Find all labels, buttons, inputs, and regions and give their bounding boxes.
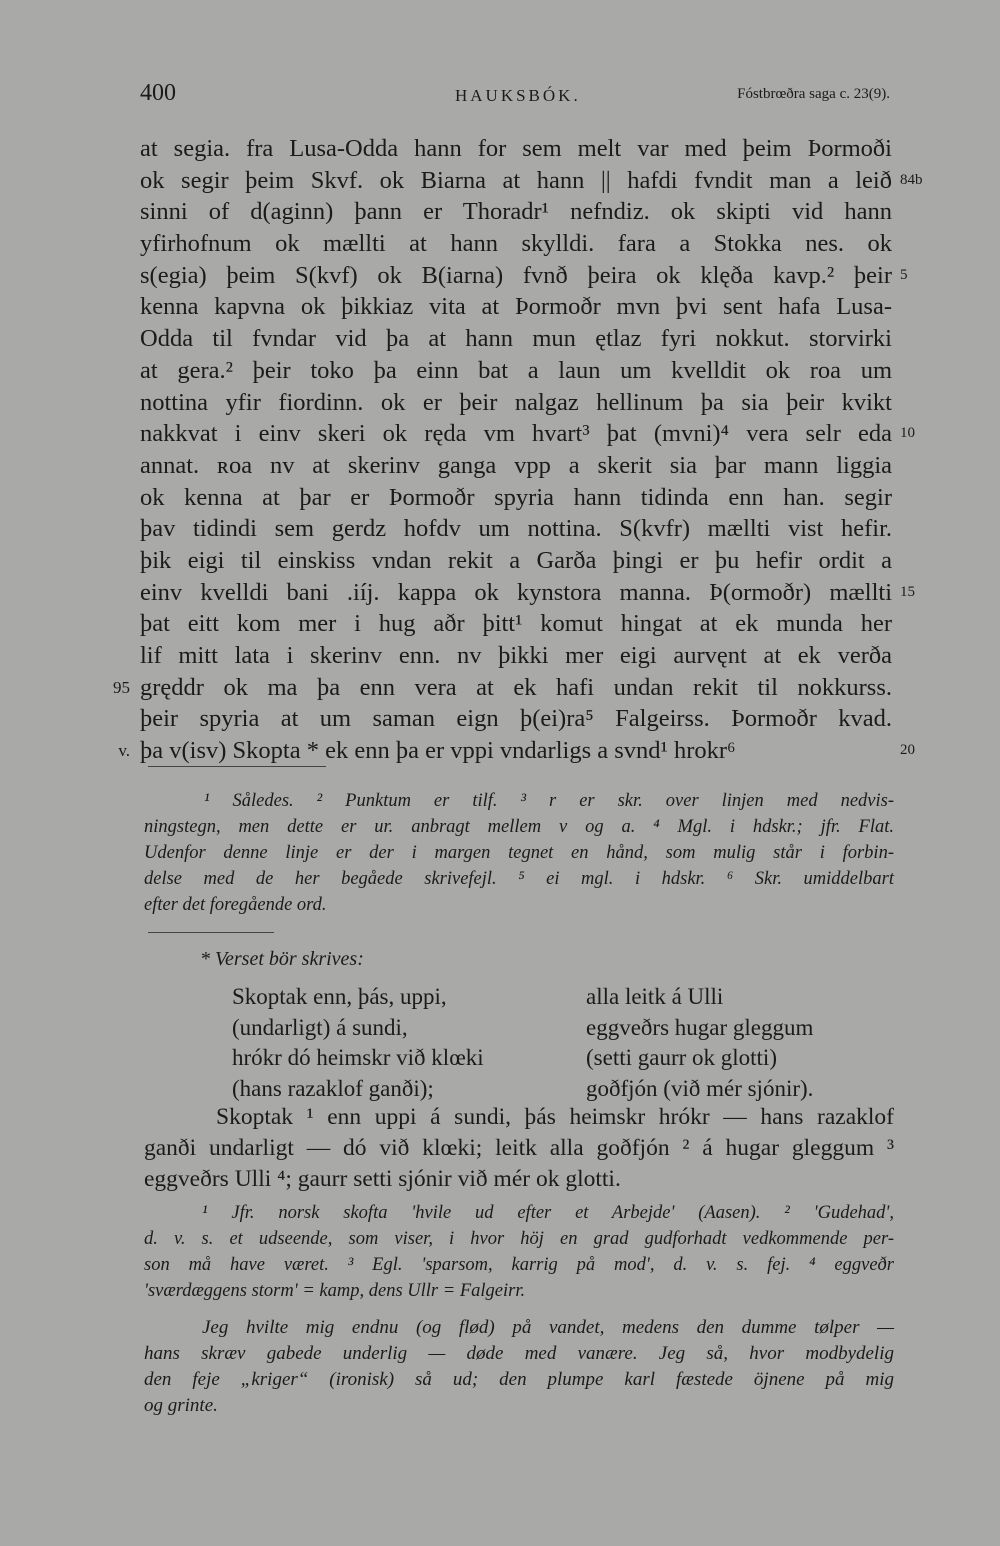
text-line (140, 228, 892, 260)
line-text: at segia. fra Lusa-Odda hann for sem melt var med þeim Þormoði (140, 135, 892, 162)
verse-line: alla leitk á Ulli (586, 984, 724, 1009)
text-line (140, 545, 892, 577)
margin-number-right: 10 (900, 425, 915, 442)
text-line (140, 165, 923, 197)
margin-number-right: 5 (900, 266, 908, 283)
text-line (140, 513, 892, 545)
translation-line: og grinte. (144, 1395, 218, 1416)
line-text: Odda til fvndar vid þa at hann mun ętlaz fyri nokkut. storvirki (140, 325, 892, 353)
text-line (140, 133, 892, 165)
footnote-line: efter det foregående ord. (144, 895, 327, 915)
footnote-line: ¹ Jfr. norsk skofta 'hvile ud efter et Arbejde' (Aasen). ² 'Gudehad', (202, 1203, 894, 1223)
page-number: 400 (140, 80, 176, 106)
translation-line: hans skræv gabede underlig — døde med vanære. Jeg så, hvor modbydelig (144, 1343, 894, 1364)
text-line (140, 640, 892, 672)
running-title: HAUKSBÓK. (455, 86, 581, 105)
margin-number-right: 20 (900, 742, 915, 759)
line-text: ok kenna at þar er Þormoðr spyria hann tidinda enn han. segir (140, 483, 892, 511)
line-text: lif mitt lata i skerinv enn. nv þikki mer eigi aurvęnt at ek verða (140, 642, 892, 669)
line-text: einv kvelldi bani .iíj. kappa ok kynstora manna. Þ(ormoðr) mællti (140, 578, 892, 606)
footnotes-block-2 (144, 1200, 894, 1304)
text-line (140, 291, 892, 323)
line-text: þeir spyria at um saman eign þ(ei)ra⁵ Falgeirss. Þormoðr kvad. (140, 705, 892, 733)
line-text: þa v(isv) Skopta * ek enn þa er vppi vndarligs a svnd¹ hrokr⁶ (140, 737, 736, 765)
text-line (140, 577, 915, 609)
text-line (140, 482, 892, 514)
text-line (140, 703, 892, 735)
line-text: nottina yfir fiordinn. ok er þeir nalgaz hellinum þa sia þeir kvikt (140, 388, 892, 416)
prose-line: ganði undarligt — dó við klœki; leitk alla goðfjón ² á hugar gleggum ³ (144, 1135, 894, 1161)
line-text: annat. ʀoa nv at skerinv ganga vpp a skerit sia þar mann liggia (140, 451, 892, 479)
line-text: kenna kapvna ok þikkiaz vita at Þormoðr mvn þvi sent hafa Lusa- (140, 293, 892, 321)
translation-line: den feje „kriger“ (ironisk) så ud; den plumpe karl fæstede öjnene på mig (144, 1369, 894, 1390)
footnote-line: son må have været. ³ Egl. 'sparsom, karrig på mod', d. v. s. fej. ⁴ eggveðr (144, 1255, 894, 1275)
text-line (140, 450, 892, 482)
verse-line: hrókr dó heimskr við klœki (232, 1045, 484, 1070)
line-text: þav tidindi sem gerdz hofdv um nottina. S(kvfr) mællti vist hefir. (140, 515, 892, 543)
prose-line: eggveðrs Ulli ⁴; gaurr setti sjónir við mér ok glotti. (144, 1166, 621, 1192)
footnote-line: ¹ Således. ² Punktum er tilf. ³ r er skr. over linjen med nedvis- (204, 791, 894, 811)
verse-line: (hans razaklof ganði); (232, 1075, 434, 1101)
text-line (140, 323, 892, 355)
line-text: at gera.² þeir toko þa einn bat a laun um kvelldit ok roa um (140, 356, 892, 384)
section-reference: Fóstbrœðra saga c. 23(9). (737, 86, 890, 102)
footnotes-block-1 (144, 788, 894, 918)
line-text: s(egia) þeim S(kvf) ok B(iarna) fvnð þeira ok klęða kavp.² þeir (140, 261, 892, 289)
line-text: sinni of d(aginn) þann er Thoradr¹ nefndiz. ok skipti vid hann (140, 198, 892, 226)
danish-translation (144, 1315, 894, 1419)
main-text (113, 133, 923, 767)
text-line (113, 672, 892, 704)
verse-line: Skoptak enn, þás, uppi, (232, 984, 447, 1009)
prose-rendering (144, 1102, 894, 1195)
line-text: ok segir þeim Skvf. ok Biarna at hann || hafdi fvndit man a leið (140, 166, 892, 194)
text-line (140, 355, 892, 387)
running-header (140, 80, 890, 110)
verse-line: (undarligt) á sundi, (232, 1014, 408, 1040)
text-line (140, 418, 915, 450)
verse-column-left (232, 982, 484, 1104)
line-text: þik eigi til einskiss vndan rekit a Garða þingi er þu hefir ordit a (140, 546, 892, 574)
footnote-rule (148, 766, 326, 767)
line-text: yfirhofnum ok mællti at hann skylldi. fara a Stokka nes. ok (140, 230, 892, 258)
verse-heading: * Verset bör skrives: (200, 948, 364, 970)
footnote-line: 'sværdæggens storm' = kamp, dens Ullr = Falgeirr. (144, 1281, 526, 1301)
margin-number-right: 84b (900, 171, 923, 188)
footnote-line: d. v. s. et udseende, som viser, i hvor höj en grad gudforhadt vedkommende per- (144, 1229, 894, 1249)
line-text: gręddr ok ma þa enn vera at ek hafi undan rekit til nokkurss. (140, 673, 892, 701)
footnote-line: delse med de her begåede skrivefejl. ⁵ ei mgl. i hdskr. ⁶ Skr. umiddelbart (144, 869, 894, 889)
text-line (140, 196, 892, 228)
text-line (118, 735, 915, 767)
verse-line: (setti gaurr ok glotti) (586, 1045, 777, 1070)
text-line (140, 260, 908, 292)
margin-number-right: 15 (900, 583, 915, 600)
footnote-line: Udenfor denne linje er der i margen tegnet en hånd, som mulig står i forbin- (144, 843, 894, 863)
prose-line: Skoptak ¹ enn uppi á sundi, þás heimskr hrókr — hans razaklof (216, 1104, 894, 1130)
text-line (140, 608, 892, 640)
margin-number-left: 95 (113, 677, 130, 697)
footnote-line: ningstegn, men dette er ur. anbragt mellem v og a. ⁴ Mgl. i hdskr.; jfr. Flat. (144, 817, 894, 837)
verse-rule (148, 932, 274, 933)
verse-column-right (586, 982, 813, 1104)
line-text: þat eitt kom mer i hug aðr þitt¹ komut hingat at ek munda her (140, 610, 892, 638)
translation-line: Jeg hvilte mig endnu (og flød) på vandet, medens den dumme tølper — (202, 1317, 894, 1338)
line-text: nakkvat i einv skeri ok ręda vm hvart³ þat (mvni)⁴ vera selr eda (140, 420, 892, 448)
text-line (140, 387, 892, 419)
verse-line: eggveðrs hugar gleggum (586, 1014, 814, 1040)
verse-line: goðfjón (við mér sjónir). (586, 1075, 814, 1101)
margin-number-left: v. (118, 741, 130, 761)
